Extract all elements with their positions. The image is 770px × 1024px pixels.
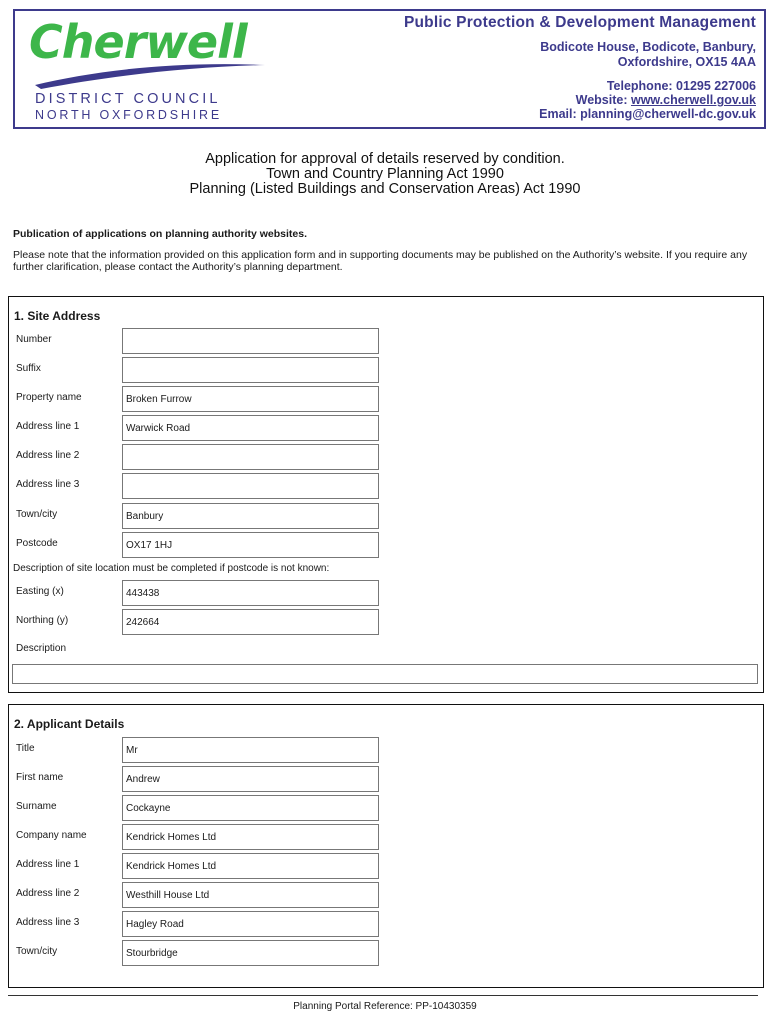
company-name-row [9, 824, 763, 850]
number-label: Number [16, 334, 52, 345]
address-line-3-label: Address line 3 [16, 479, 80, 490]
town-city-field[interactable]: Banbury [122, 503, 379, 529]
company-name-label: Company name [16, 830, 87, 841]
first-name-label: First name [16, 772, 64, 783]
postcode-row [9, 532, 763, 558]
town-city-label: Town/city [16, 509, 58, 520]
town-city-row [9, 940, 763, 966]
email-label: Email: [539, 107, 581, 121]
surname-row [9, 795, 763, 821]
property-name-field[interactable]: Broken Furrow [122, 386, 379, 412]
address-line-2-field[interactable] [122, 444, 379, 470]
town-city-row [9, 503, 763, 529]
site-address-section [8, 296, 764, 693]
address-line-3-row [9, 911, 763, 937]
address-line-2: Oxfordshire, OX15 4AA [617, 55, 756, 69]
easting-label: Easting (x) [16, 586, 64, 597]
section-title: 1. Site Address [14, 309, 101, 323]
title-field[interactable]: Mr [122, 737, 379, 763]
logo-district-council: DISTRICT COUNCIL [35, 91, 221, 107]
letterhead [13, 9, 766, 129]
suffix-row [9, 357, 763, 383]
location-note: Description of site location must be completed if postcode is not known: [13, 563, 330, 574]
address-line-2-label: Address line 2 [16, 450, 80, 461]
address-line-1-label: Address line 1 [16, 421, 80, 432]
council-logo-wordmark: Cherwell [29, 15, 247, 69]
title-label: Title [16, 743, 35, 754]
address-line-1: Bodicote House, Bodicote, Banbury, [540, 40, 756, 54]
email-link[interactable]: planning@cherwell-dc.gov.uk [580, 107, 756, 121]
title-line-3: Planning (Listed Buildings and Conservation Areas) Act 1990 [189, 181, 581, 197]
town-city-field[interactable]: Stourbridge [122, 940, 379, 966]
surname-field[interactable]: Cockayne [122, 795, 379, 821]
section-title: 2. Applicant Details [14, 717, 125, 731]
address-line-1-row [9, 853, 763, 879]
address-line-1-row [9, 415, 763, 441]
first-name-field[interactable]: Andrew [122, 766, 379, 792]
address-line-3-label: Address line 3 [16, 917, 80, 928]
postal-address [404, 40, 756, 70]
town-city-label: Town/city [16, 946, 58, 957]
applicant-details-section [8, 704, 764, 988]
first-name-row [9, 766, 763, 792]
address-line-2-row [9, 882, 763, 908]
contact-block [404, 14, 756, 121]
address-line-2-field[interactable]: Westhill House Ltd [122, 882, 379, 908]
contact-details [404, 79, 756, 121]
number-field[interactable] [122, 328, 379, 354]
website-row [404, 93, 756, 107]
easting-row [9, 580, 763, 606]
suffix-field[interactable] [122, 357, 379, 383]
suffix-label: Suffix [16, 363, 41, 374]
title-row [9, 737, 763, 763]
northing-label: Northing (y) [16, 615, 69, 626]
email-row [404, 107, 756, 121]
form-title [0, 152, 770, 197]
address-line-2-row [9, 444, 763, 470]
property-name-row [9, 386, 763, 412]
number-row [9, 328, 763, 354]
portal-reference: Planning Portal Reference: PP-10430359 [293, 1001, 477, 1012]
publication-notice: Please note that the information provided on this application form and in supporting documents may be published on the Authority’s website. If you require any further clarification, please contact the Authority’s planning department. [13, 249, 748, 273]
address-line-2-label: Address line 2 [16, 888, 80, 899]
easting-field[interactable]: 443438 [122, 580, 379, 606]
address-line-3-row [9, 473, 763, 499]
address-line-1-field[interactable]: Warwick Road [122, 415, 379, 441]
northing-field[interactable]: 242664 [122, 609, 379, 635]
website-label: Website: [575, 93, 631, 107]
description-field[interactable] [12, 664, 758, 684]
description-label: Description [16, 643, 67, 654]
publication-heading: Publication of applications on planning authority websites. [13, 228, 308, 240]
telephone: Telephone: 01295 227006 [606, 79, 756, 93]
logo-north-oxfordshire: NORTH OXFORDSHIRE [35, 108, 222, 122]
address-line-1-field[interactable]: Kendrick Homes Ltd [122, 853, 379, 879]
address-line-3-field[interactable]: Hagley Road [122, 911, 379, 937]
title-line-2: Town and Country Planning Act 1990 [266, 166, 504, 182]
address-line-3-field[interactable] [122, 473, 379, 499]
footer-divider [8, 995, 758, 996]
department-name: Public Protection & Development Management [403, 14, 756, 31]
postcode-field[interactable]: OX17 1HJ [122, 532, 379, 558]
company-name-field[interactable]: Kendrick Homes Ltd [122, 824, 379, 850]
surname-label: Surname [16, 801, 57, 812]
title-line-1: Application for approval of details reserved by condition. [205, 151, 565, 167]
postcode-label: Postcode [16, 538, 58, 549]
logo-swoosh-icon [33, 59, 268, 89]
property-name-label: Property name [16, 392, 82, 403]
website-link[interactable]: www.cherwell.gov.uk [630, 93, 756, 107]
northing-row [9, 609, 763, 635]
address-line-1-label: Address line 1 [16, 859, 80, 870]
